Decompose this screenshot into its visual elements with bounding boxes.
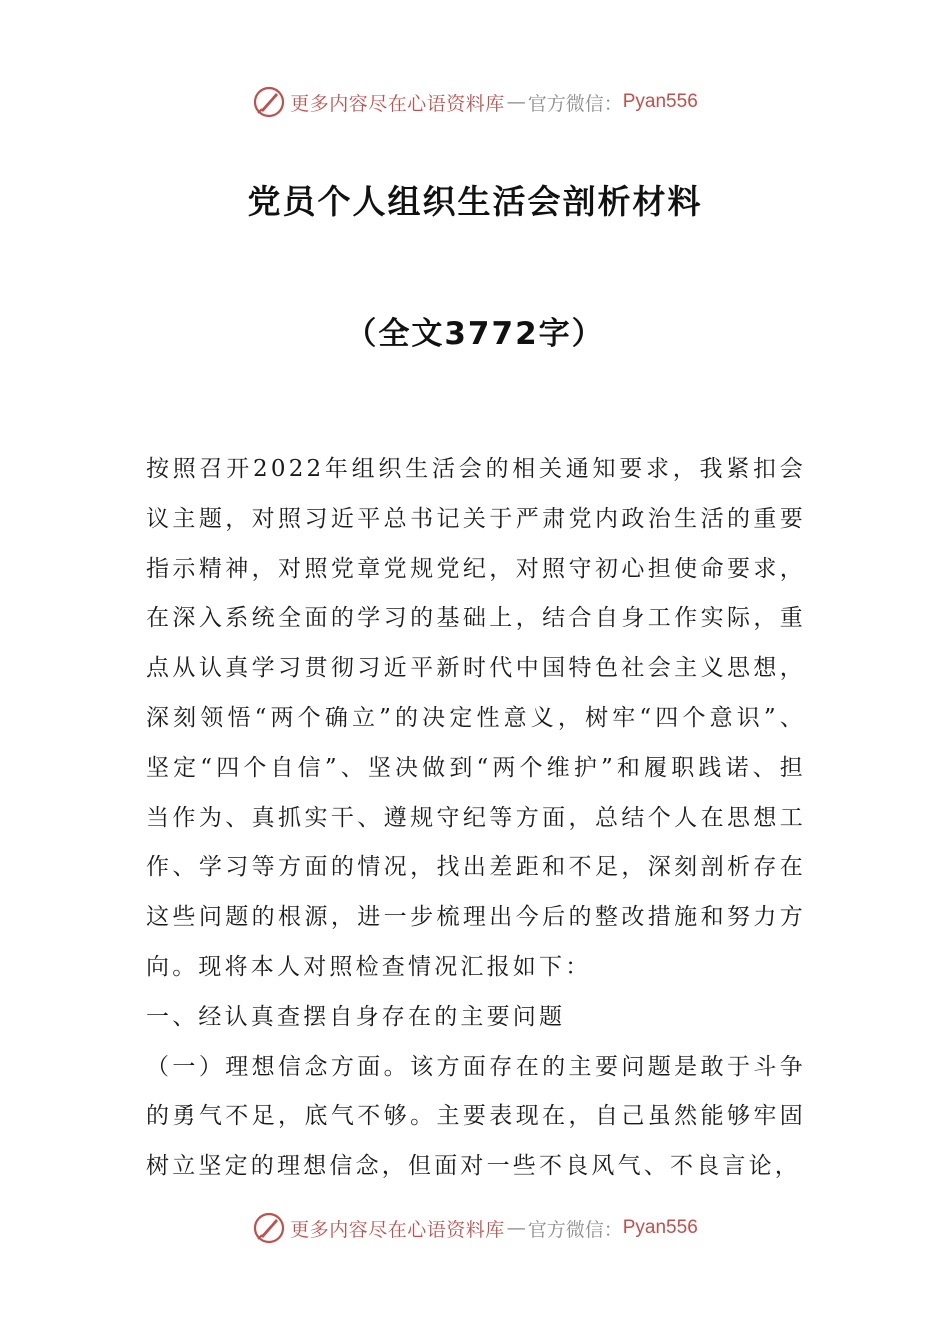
banner-wechat-id: Pyan556: [622, 91, 698, 112]
banner-wechat-label: 官方微信：: [527, 92, 623, 115]
banner-text: 更多内容尽在心语资料库: [290, 1218, 505, 1241]
intro-paragraph: 按照召开2022年组织生活会的相关通知要求，我紧扣会议主题，对照习近平总书记关于严肃党内政治生活的重要指示精神，对照党章党规党纪，对照守初心担使命要求，在深入系统全面的学习的基础上，结合自身工作实际，重点从认真学习贯彻习近平新时代中国特色社会主义思想，深刻领悟“两个确立”的决定性意义，树牢“四个意识”、坚定“四个自信”、坚决做到“两个维护”和履职践诺、担当作为、真抓实干、遵规守纪等方面，总结个人在思想工作、学习等方面的情况，找出差距和不足，深刻剖析存在这些问题的根源，进一步梳理出今后的整改措施和努力方向。现将本人对照检查情况汇报如下：: [146, 456, 806, 980]
document-subtitle: （全文3772字）: [345, 316, 605, 352]
banner-wechat-id: Pyan556: [622, 1217, 698, 1238]
banner-text: 更多内容尽在心语资料库: [290, 92, 505, 115]
quill-logo-icon: [252, 85, 286, 119]
header-watermark-banner: [0, 82, 950, 122]
banner-separator: —: [506, 1217, 526, 1239]
footer-watermark-banner: [0, 1208, 950, 1248]
document-body: [146, 445, 806, 1192]
document-title: 党员个人组织生活会剖析材料: [247, 182, 703, 221]
subsection-paragraph: （一）理想信念方面。该方面存在的主要问题是敢于斗争的勇气不足，底气不够。主要表现在，自己虽然能够牢固树立坚定的理想信念，但面对一些不良风气、不良言论，: [146, 1053, 806, 1180]
banner-separator: —: [506, 91, 526, 113]
quill-logo-icon: [252, 1211, 286, 1245]
banner-wechat-label: 官方微信：: [527, 1218, 623, 1241]
section-heading: 一、经认真查摆自身存在的主要问题: [146, 1003, 566, 1030]
